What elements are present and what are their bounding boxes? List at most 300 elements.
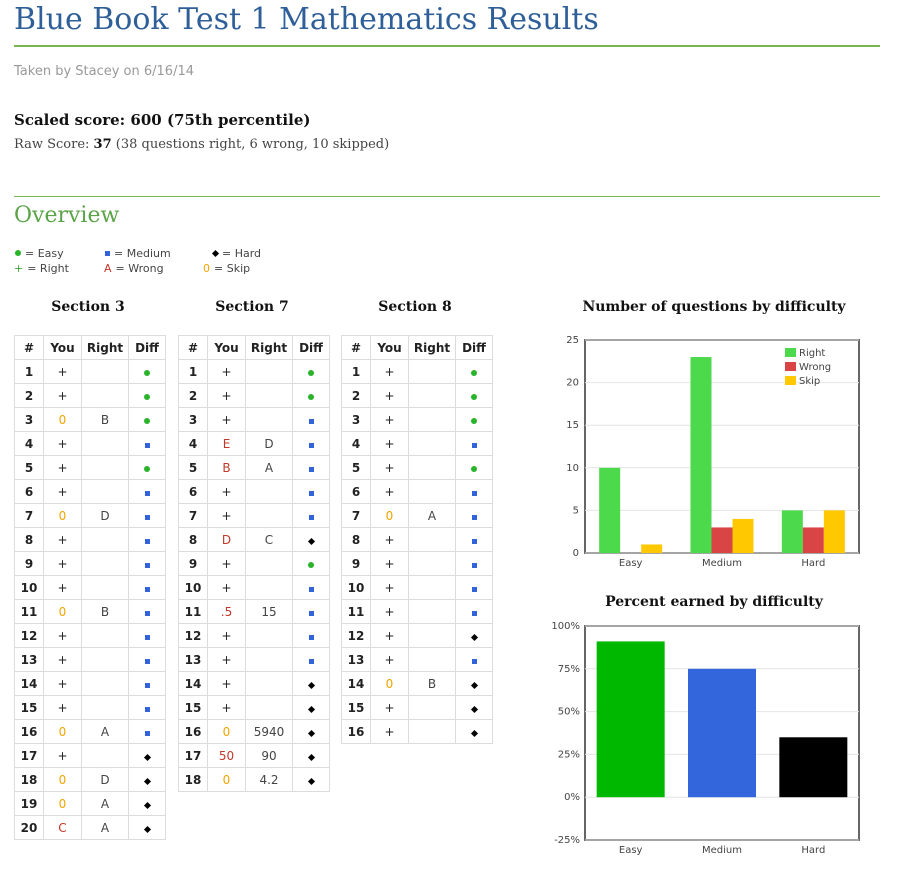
question-number: 3: [15, 408, 44, 432]
correct-answer: A: [246, 456, 293, 480]
question-number: 15: [179, 696, 208, 720]
difficulty-cell: [129, 408, 166, 432]
medium-square-icon: [105, 251, 110, 256]
question-number: 7: [179, 504, 208, 528]
table-row: [15, 552, 166, 576]
question-number: 1: [342, 360, 371, 384]
difficulty-cell: [293, 456, 330, 480]
table-row: [15, 768, 166, 792]
difficulty-cell: [129, 768, 166, 792]
correct-answer: [409, 648, 456, 672]
legend-swatch: [785, 362, 796, 371]
medium-difficulty-icon: [472, 659, 477, 664]
bar-right: [599, 468, 620, 553]
legend-right-label: = Right: [27, 262, 69, 275]
difficulty-cell: [129, 552, 166, 576]
bar-medium: [688, 669, 756, 797]
your-answer: +: [44, 648, 82, 672]
table-row: [15, 384, 166, 408]
y-tick-label: 5: [572, 505, 579, 517]
table-row: [15, 408, 166, 432]
table-row: [15, 528, 166, 552]
correct-answer: B: [82, 600, 129, 624]
questions-by-difficulty-chart: [548, 330, 878, 570]
raw-score: [14, 137, 389, 152]
your-answer: 0: [371, 672, 409, 696]
question-number: 10: [342, 576, 371, 600]
y-tick-label: 0%: [564, 792, 580, 804]
table-row: [15, 624, 166, 648]
table-header-row: [179, 336, 330, 360]
easy-difficulty-icon: [144, 418, 150, 424]
your-answer: 0: [208, 720, 246, 744]
difficulty-cell: [293, 408, 330, 432]
correct-answer: [82, 744, 129, 768]
correct-answer: [246, 576, 293, 600]
difficulty-cell: [456, 408, 493, 432]
table-row: [179, 432, 330, 456]
section-7-title: Section 7: [215, 299, 289, 315]
difficulty-cell: [293, 552, 330, 576]
x-tick-label: Hard: [801, 845, 826, 856]
medium-difficulty-icon: [472, 491, 477, 496]
correct-answer: [246, 696, 293, 720]
bar-wrong: [712, 527, 733, 553]
correct-answer: [82, 624, 129, 648]
correct-answer: [82, 576, 129, 600]
hard-difficulty-icon: [143, 825, 150, 832]
difficulty-cell: [293, 360, 330, 384]
easy-difficulty-icon: [471, 466, 477, 472]
wrong-letter-symbol: A: [104, 262, 112, 275]
table-row: [15, 672, 166, 696]
difficulty-cell: [129, 528, 166, 552]
hard-difficulty-icon: [470, 681, 477, 688]
bar-easy: [597, 641, 665, 797]
your-answer: +: [208, 504, 246, 528]
table-row: [179, 720, 330, 744]
difficulty-cell: [129, 576, 166, 600]
your-answer: +: [371, 408, 409, 432]
table-row: [15, 480, 166, 504]
your-answer: +: [44, 480, 82, 504]
your-answer: +: [44, 744, 82, 768]
table-row: [179, 528, 330, 552]
difficulty-cell: [129, 672, 166, 696]
section-3-table: [14, 335, 166, 840]
your-answer: +: [208, 360, 246, 384]
bar-skip: [641, 544, 662, 553]
question-number: 9: [179, 552, 208, 576]
correct-answer: [246, 360, 293, 384]
easy-difficulty-icon: [308, 562, 314, 568]
difficulty-cell: [293, 480, 330, 504]
table-row: [342, 552, 493, 576]
your-answer: +: [371, 552, 409, 576]
your-answer: +: [208, 696, 246, 720]
table-row: [15, 720, 166, 744]
correct-answer: [409, 696, 456, 720]
correct-answer: [82, 552, 129, 576]
table-row: [179, 696, 330, 720]
table-row: [15, 432, 166, 456]
legend-easy-label: = Easy: [25, 247, 64, 260]
medium-difficulty-icon: [309, 419, 314, 424]
difficulty-cell: [129, 720, 166, 744]
column-header: You: [208, 336, 246, 360]
your-answer: +: [44, 672, 82, 696]
correct-answer: [82, 672, 129, 696]
medium-difficulty-icon: [472, 443, 477, 448]
question-number: 19: [15, 792, 44, 816]
medium-difficulty-icon: [145, 563, 150, 568]
difficulty-cell: [129, 744, 166, 768]
table-row: [179, 480, 330, 504]
correct-answer: [409, 720, 456, 744]
hard-difficulty-icon: [307, 705, 314, 712]
correct-answer: [409, 432, 456, 456]
correct-answer: [409, 456, 456, 480]
difficulty-cell: [129, 816, 166, 840]
correct-answer: [82, 696, 129, 720]
your-answer: 0: [44, 792, 82, 816]
table-row: [15, 576, 166, 600]
question-number: 4: [179, 432, 208, 456]
easy-difficulty-icon: [308, 370, 314, 376]
table-row: [342, 408, 493, 432]
table-row: [15, 648, 166, 672]
correct-answer: [246, 384, 293, 408]
medium-difficulty-icon: [145, 611, 150, 616]
question-number: 8: [15, 528, 44, 552]
table-row: [342, 624, 493, 648]
easy-difficulty-icon: [144, 370, 150, 376]
table-row: [342, 528, 493, 552]
table-row: [179, 600, 330, 624]
medium-difficulty-icon: [472, 587, 477, 592]
your-answer: +: [371, 648, 409, 672]
title-divider: [14, 45, 880, 47]
correct-answer: [82, 528, 129, 552]
easy-difficulty-icon: [471, 370, 477, 376]
hard-diamond-icon: [212, 250, 219, 257]
correct-answer: [246, 624, 293, 648]
table-row: [179, 456, 330, 480]
difficulty-cell: [456, 720, 493, 744]
easy-difficulty-icon: [471, 394, 477, 400]
your-answer: 0: [371, 504, 409, 528]
question-number: 12: [342, 624, 371, 648]
column-header: You: [44, 336, 82, 360]
y-tick-label: 10: [566, 462, 579, 474]
taken-by-text: Taken by Stacey on 6/16/14: [14, 64, 194, 79]
bar-right: [782, 510, 803, 553]
your-answer: +: [208, 408, 246, 432]
your-answer: +: [371, 480, 409, 504]
correct-answer: A: [82, 792, 129, 816]
question-number: 13: [15, 648, 44, 672]
difficulty-cell: [129, 384, 166, 408]
right-plus-symbol: +: [14, 262, 24, 275]
question-number: 15: [15, 696, 44, 720]
your-answer: +: [44, 624, 82, 648]
question-number: 14: [179, 672, 208, 696]
correct-answer: [246, 408, 293, 432]
your-answer: +: [208, 384, 246, 408]
question-number: 9: [342, 552, 371, 576]
your-answer: +: [208, 552, 246, 576]
hard-difficulty-icon: [307, 753, 314, 760]
your-answer: B: [208, 456, 246, 480]
question-number: 15: [342, 696, 371, 720]
difficulty-cell: [293, 744, 330, 768]
column-header: #: [179, 336, 208, 360]
question-number: 6: [179, 480, 208, 504]
correct-answer: [409, 408, 456, 432]
table-row: [342, 432, 493, 456]
correct-answer: A: [409, 504, 456, 528]
question-number: 16: [15, 720, 44, 744]
correct-answer: C: [246, 528, 293, 552]
table-row: [342, 456, 493, 480]
table-row: [342, 672, 493, 696]
correct-answer: B: [82, 408, 129, 432]
legend-wrong-label: = Wrong: [115, 262, 164, 275]
legend-hard: [212, 247, 261, 260]
difficulty-cell: [129, 456, 166, 480]
legend-medium-label: = Medium: [114, 247, 171, 260]
medium-difficulty-icon: [145, 707, 150, 712]
medium-difficulty-icon: [145, 539, 150, 544]
your-answer: +: [44, 528, 82, 552]
column-header: Diff: [293, 336, 330, 360]
overview-divider: [14, 196, 880, 197]
column-header: Right: [246, 336, 293, 360]
medium-difficulty-icon: [309, 515, 314, 520]
correct-answer: [409, 528, 456, 552]
raw-score-detail: (38 questions right, 6 wrong, 10 skipped): [115, 137, 390, 152]
question-number: 5: [179, 456, 208, 480]
hard-difficulty-icon: [307, 681, 314, 688]
correct-answer: [409, 576, 456, 600]
your-answer: +: [371, 456, 409, 480]
difficulty-cell: [456, 552, 493, 576]
correct-answer: A: [82, 816, 129, 840]
your-answer: +: [371, 696, 409, 720]
difficulty-cell: [293, 504, 330, 528]
table-row: [179, 744, 330, 768]
difficulty-cell: [456, 384, 493, 408]
difficulty-cell: [129, 360, 166, 384]
x-tick-label: Medium: [702, 558, 742, 569]
hard-difficulty-icon: [307, 777, 314, 784]
question-number: 10: [15, 576, 44, 600]
medium-difficulty-icon: [145, 635, 150, 640]
correct-answer: 90: [246, 744, 293, 768]
correct-answer: [82, 648, 129, 672]
medium-difficulty-icon: [145, 491, 150, 496]
your-answer: 50: [208, 744, 246, 768]
page-title: Blue Book Test 1 Mathematics Results: [14, 2, 599, 37]
your-answer: 0: [44, 408, 82, 432]
question-number: 1: [179, 360, 208, 384]
section-8-title: Section 8: [378, 299, 452, 315]
your-answer: D: [208, 528, 246, 552]
correct-answer: [409, 624, 456, 648]
table-row: [342, 696, 493, 720]
your-answer: +: [44, 552, 82, 576]
correct-answer: [246, 504, 293, 528]
legend-easy: [14, 247, 64, 260]
correct-answer: 5940: [246, 720, 293, 744]
medium-difficulty-icon: [145, 731, 150, 736]
y-tick-label: 75%: [557, 663, 580, 675]
difficulty-cell: [293, 720, 330, 744]
table-row: [342, 576, 493, 600]
table-row: [179, 624, 330, 648]
column-header: Right: [82, 336, 129, 360]
table-row: [179, 768, 330, 792]
your-answer: 0: [208, 768, 246, 792]
difficulty-cell: [456, 696, 493, 720]
difficulty-cell: [129, 480, 166, 504]
hard-difficulty-icon: [143, 777, 150, 784]
table-row: [342, 360, 493, 384]
medium-difficulty-icon: [309, 611, 314, 616]
table-row: [15, 696, 166, 720]
legend-wrong: [104, 262, 164, 275]
your-answer: +: [371, 720, 409, 744]
table-row: [15, 360, 166, 384]
y-tick-label: 100%: [551, 621, 580, 632]
your-answer: 0: [44, 768, 82, 792]
percent-earned-chart: [548, 618, 878, 858]
question-number: 5: [342, 456, 371, 480]
correct-answer: [246, 672, 293, 696]
table-row: [342, 720, 493, 744]
table-row: [15, 504, 166, 528]
question-number: 2: [179, 384, 208, 408]
table-row: [15, 744, 166, 768]
question-number: 8: [179, 528, 208, 552]
medium-difficulty-icon: [309, 467, 314, 472]
correct-answer: [82, 456, 129, 480]
hard-difficulty-icon: [143, 753, 150, 760]
difficulty-cell: [293, 672, 330, 696]
correct-answer: B: [409, 672, 456, 696]
medium-difficulty-icon: [309, 635, 314, 640]
column-header: #: [15, 336, 44, 360]
bar-skip: [733, 519, 754, 553]
table-row: [179, 552, 330, 576]
bar-skip: [824, 510, 845, 553]
correct-answer: [82, 384, 129, 408]
medium-difficulty-icon: [145, 683, 150, 688]
hard-difficulty-icon: [470, 705, 477, 712]
difficulty-cell: [129, 696, 166, 720]
table-row: [179, 408, 330, 432]
table-row: [342, 648, 493, 672]
correct-answer: A: [82, 720, 129, 744]
your-answer: +: [44, 432, 82, 456]
legend-skip: [203, 262, 250, 275]
correct-answer: 4.2: [246, 768, 293, 792]
chart-2-title: Percent earned by difficulty: [605, 594, 823, 610]
difficulty-cell: [456, 528, 493, 552]
difficulty-cell: [456, 648, 493, 672]
question-number: 4: [15, 432, 44, 456]
difficulty-cell: [129, 792, 166, 816]
table-row: [179, 648, 330, 672]
difficulty-cell: [293, 600, 330, 624]
y-tick-label: -25%: [554, 835, 580, 846]
correct-answer: D: [246, 432, 293, 456]
question-number: 3: [179, 408, 208, 432]
difficulty-cell: [293, 384, 330, 408]
your-answer: +: [44, 576, 82, 600]
difficulty-cell: [293, 528, 330, 552]
table-row: [342, 384, 493, 408]
correct-answer: D: [82, 504, 129, 528]
question-number: 4: [342, 432, 371, 456]
difficulty-cell: [129, 648, 166, 672]
correct-answer: [409, 360, 456, 384]
question-number: 17: [179, 744, 208, 768]
difficulty-cell: [456, 432, 493, 456]
your-answer: +: [44, 456, 82, 480]
legend-hard-label: = Hard: [222, 247, 262, 260]
medium-difficulty-icon: [472, 611, 477, 616]
your-answer: +: [371, 624, 409, 648]
your-answer: .5: [208, 600, 246, 624]
column-header: Right: [409, 336, 456, 360]
column-header: #: [342, 336, 371, 360]
y-tick-label: 25%: [557, 749, 580, 761]
table-row: [15, 600, 166, 624]
correct-answer: [409, 480, 456, 504]
difficulty-cell: [129, 432, 166, 456]
question-number: 20: [15, 816, 44, 840]
section-8-table: [341, 335, 493, 744]
your-answer: +: [371, 360, 409, 384]
table-row: [15, 456, 166, 480]
bar-hard: [779, 737, 847, 797]
your-answer: C: [44, 816, 82, 840]
difficulty-cell: [293, 768, 330, 792]
legend-swatch: [785, 348, 796, 357]
raw-score-label: Raw Score:: [14, 137, 90, 152]
legend-label: Skip: [799, 376, 821, 387]
question-number: 14: [15, 672, 44, 696]
question-number: 3: [342, 408, 371, 432]
easy-difficulty-icon: [471, 418, 477, 424]
your-answer: 0: [44, 504, 82, 528]
medium-difficulty-icon: [309, 587, 314, 592]
difficulty-cell: [129, 504, 166, 528]
correct-answer: [82, 480, 129, 504]
your-answer: +: [371, 576, 409, 600]
table-header-row: [15, 336, 166, 360]
raw-score-value: 37: [93, 137, 112, 152]
difficulty-cell: [293, 696, 330, 720]
table-row: [342, 600, 493, 624]
table-row: [15, 792, 166, 816]
difficulty-cell: [293, 576, 330, 600]
difficulty-cell: [456, 624, 493, 648]
medium-difficulty-icon: [309, 659, 314, 664]
difficulty-cell: [456, 600, 493, 624]
question-number: 6: [15, 480, 44, 504]
